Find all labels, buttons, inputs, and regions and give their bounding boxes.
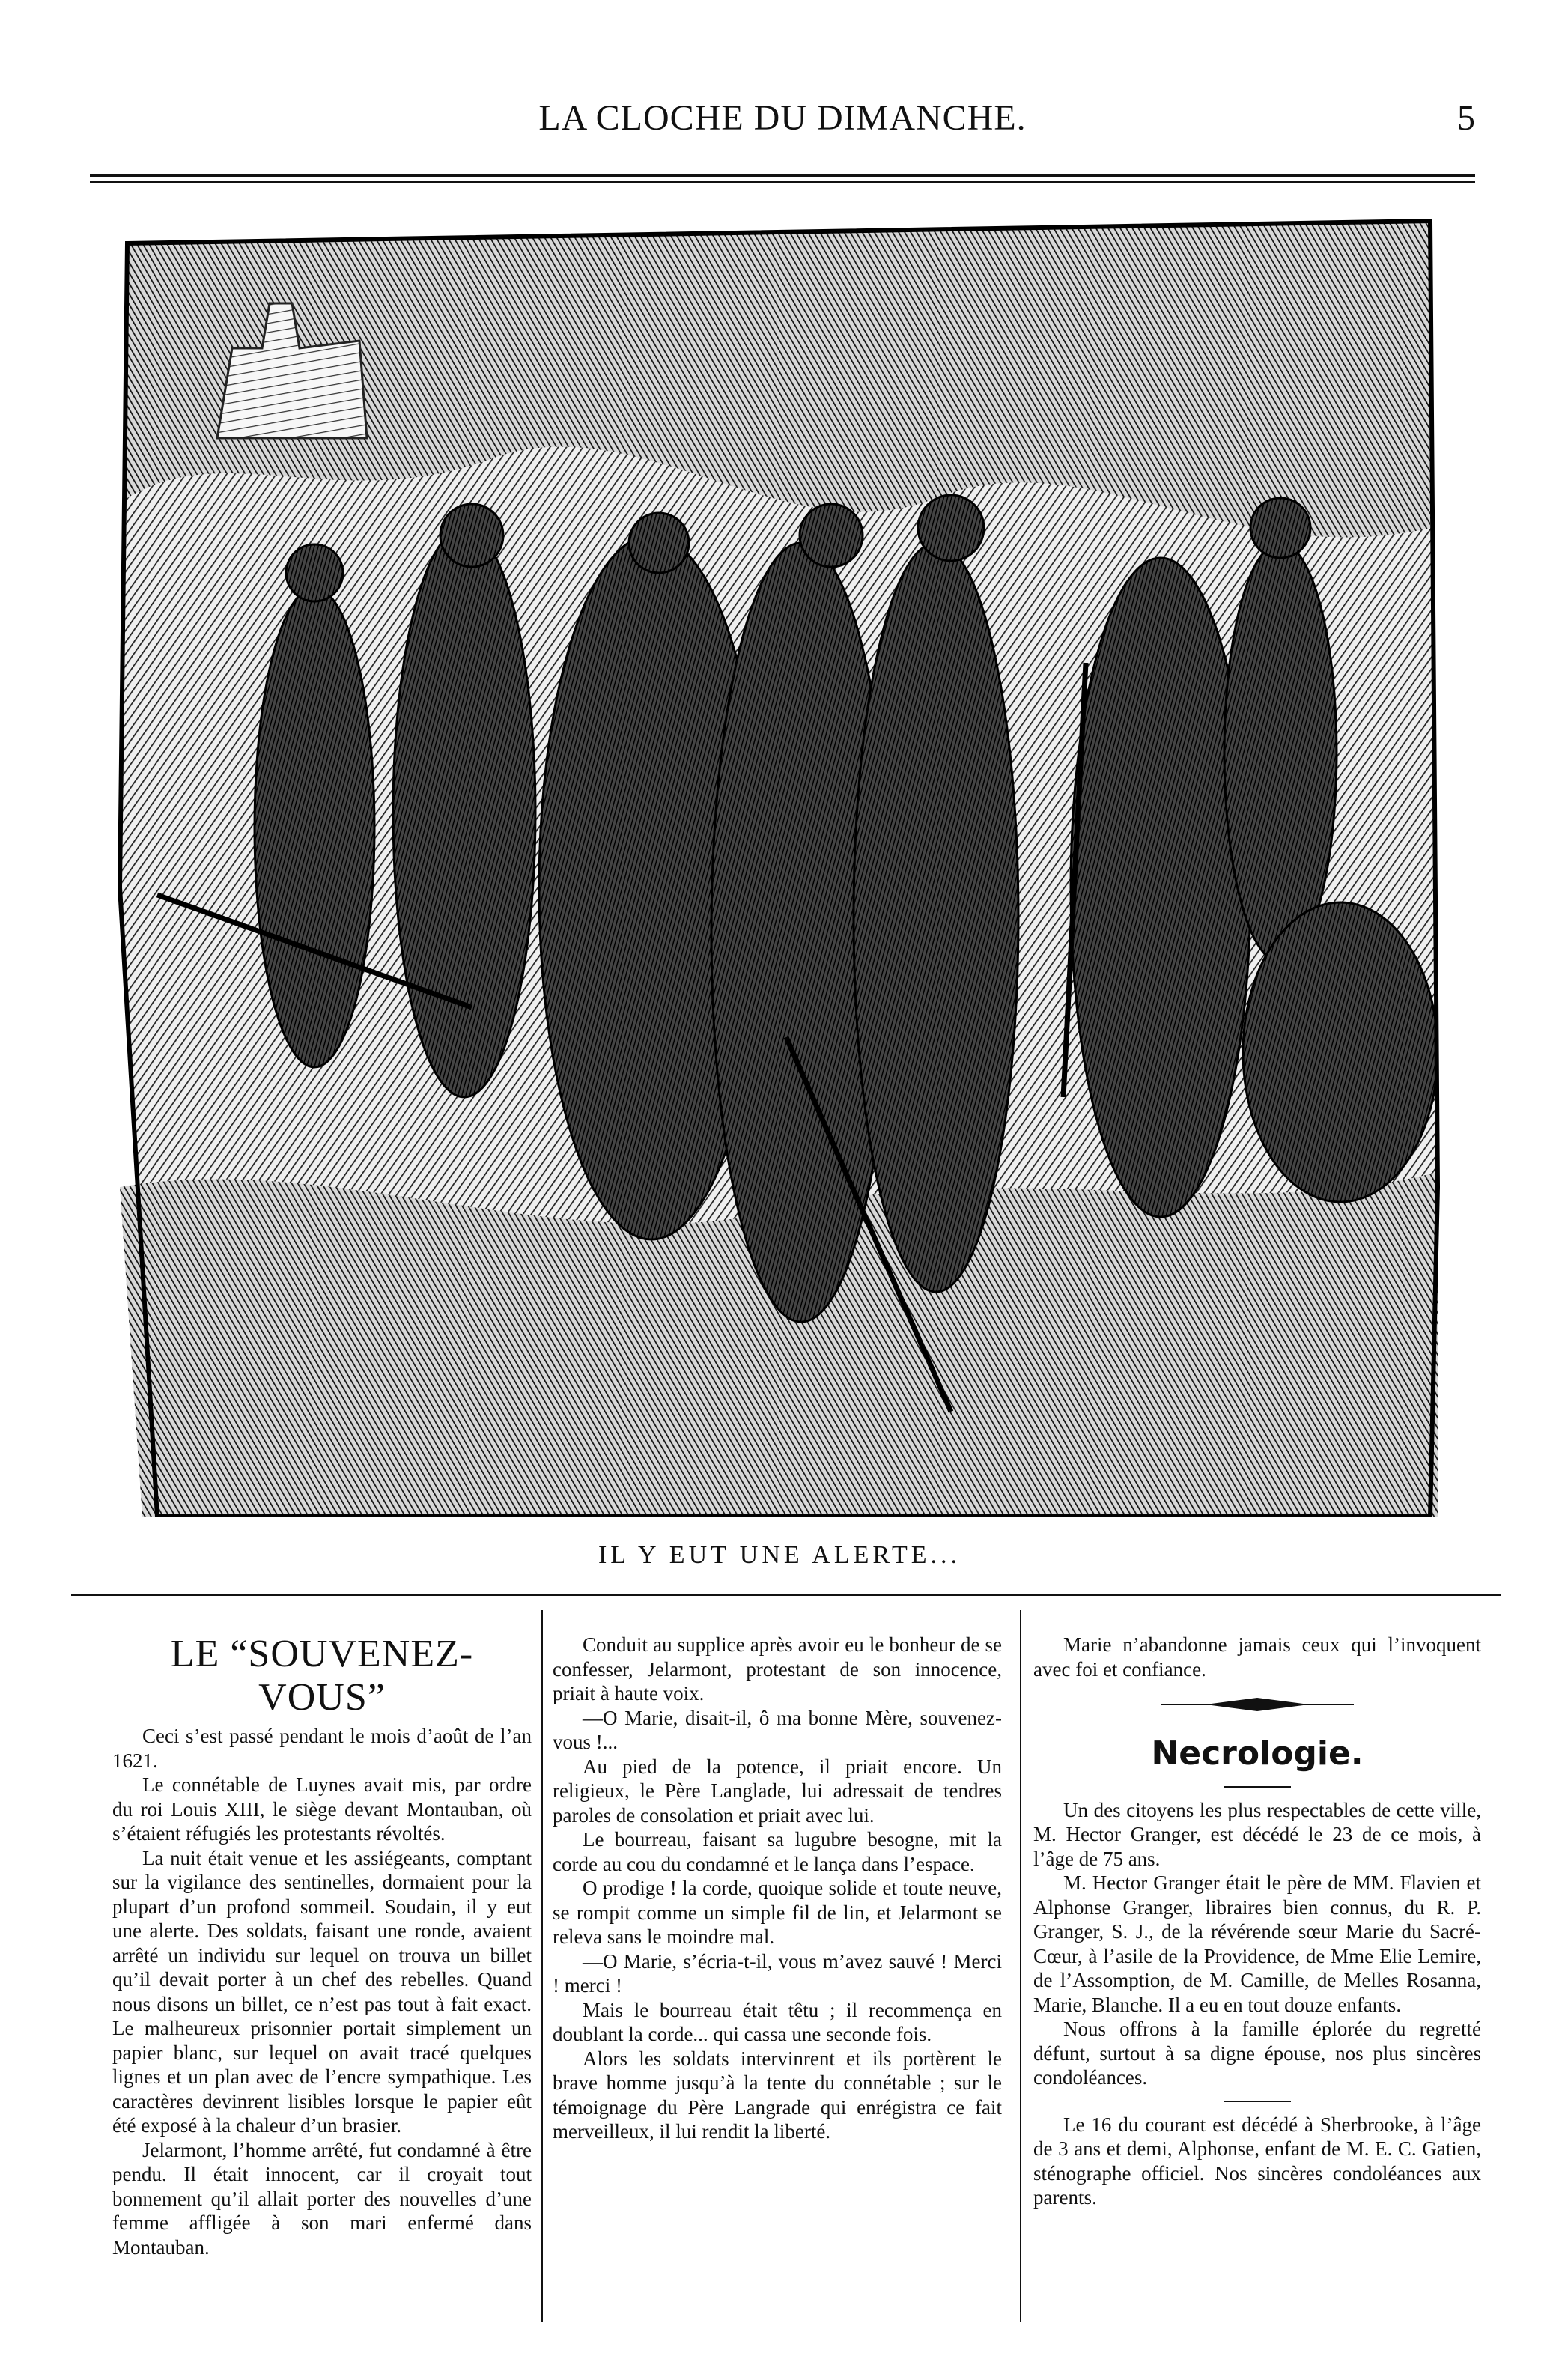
necrologie-title: Necrologie. xyxy=(1151,1734,1364,1773)
article-paragraph-5: Conduit au supplice après avoir eu le bonheur de se confesser, Jelarmont, protestant de son innocence, priait à haute voix. xyxy=(553,1633,1002,1704)
article-paragraph-9: O prodige ! la corde, quoique solide et toute neuve, se rompit comme un simple fil de lin, et Jelarmont se releva sans le moindre mal. xyxy=(553,1877,1002,1948)
article-paragraph-13: Marie n’abandonne jamais ceux qui l’invoquent avec foi et confiance. xyxy=(1033,1633,1481,1681)
article-paragraph-2: Le connétable de Luynes avait mis, par ordre du roi Louis XIII, le siège devant Montauban, où s’étaient réfugiés les protestants révoltés. xyxy=(112,1773,532,1845)
necrologie-title-rule xyxy=(1224,1786,1291,1788)
necrologie-paragraph-2: M. Hector Granger était le père de MM. Flavien et Alphonse Granger, libraires bien connus, du R. P. Granger, S. J., de la révérende sœur Marie du Sacré-Cœur, à l’asile de la Providence, de Mme Elie Lemire, de l’Assomption, de M. Camille, de Melles Rosanna, Marie, Blanche. Il a eu en tout douze enfants. xyxy=(1033,1871,1481,2016)
necrologie-paragraph-3: Nous offrons à la famille éplorée du regretté défunt, surtout à sa digne épouse, nos plus sincères condoléances. xyxy=(1033,2018,1481,2089)
page-header xyxy=(90,97,1475,157)
engraving-svg xyxy=(112,213,1453,1517)
newspaper-title: LA CLOCHE DU DIMANCHE. xyxy=(538,98,1027,138)
article-paragraph-1: Ceci s’est passé pendant le mois d’août de l’an 1621. xyxy=(112,1725,532,1772)
header-rule-thin xyxy=(90,181,1475,183)
necrologie-second-notice: Le 16 du courant est décédé à Sherbrooke, à l’âge de 3 ans et demi, Alphonse, enfant de M. E. C. Gatien, sténographe officiel. Nos sincères condoléances aux parents. xyxy=(1033,2113,1481,2209)
column-divider-2 xyxy=(1020,1610,1021,2322)
column-3 xyxy=(1033,1633,1481,2322)
page-number: 5 xyxy=(1457,98,1475,138)
notice-separator-rule xyxy=(1224,2101,1291,2102)
article-title: LE “SOUVENEZ-VOUS” xyxy=(170,1633,474,1719)
column-1 xyxy=(112,1633,532,2322)
article-paragraph-6: —O Marie, disait-il, ô ma bonne Mère, souvenez-vous !... xyxy=(553,1706,1002,1753)
column-2 xyxy=(553,1633,1002,2322)
article-paragraph-12: Alors les soldats intervinrent et ils portèrent le brave homme jusqu’à la tente du connétable ; sur le témoignage du Père Langrade qui enrégistra ce fait merveilleux, il lui rendit la liberté. xyxy=(553,2047,1002,2143)
illustration-caption: IL Y EUT UNE ALERTE... xyxy=(598,1541,961,1569)
necrologie-paragraph-1: Un des citoyens les plus respectables de cette ville, M. Hector Granger, est décédé le 23 de ce mois, à l’âge de 75 ans. xyxy=(1033,1798,1481,1870)
article-paragraph-8: Le bourreau, faisant sa lugubre besogne, mit la corde au cou du condamné et le lança dans l’espace. xyxy=(553,1828,1002,1875)
ornamental-divider xyxy=(1033,1692,1481,1717)
article-paragraph-4: Jelarmont, l’homme arrêté, fut condamné à être pendu. Il était innocent, car il croyait tout bonnement qu’il allait porter des nouvelles d’une femme affligée à son mari enfermé dans Montauban. xyxy=(112,2138,532,2259)
caption-rule xyxy=(71,1594,1501,1596)
article-paragraph-10: —O Marie, s’écria-t-il, vous m’avez sauvé ! Merci ! merci ! xyxy=(553,1949,1002,1997)
column-divider-1 xyxy=(541,1610,543,2322)
article-paragraph-3: La nuit était venue et les assiégeants, comptant sur la vigilance des sentinelles, dormaient pour la plupart d’un profond sommeil. Soudain, il y eut une alerte. Des soldats, faisant une ronde, avaient arrêté un individu sur lequel on trouva un billet qu’il devait porter à un chef des rebelles. Quand nous disons un billet, ce n’est pas tout à fait exact. Le malheureux prisonnier portait simplement un papier blanc, sur lequel on avait tracé quelques lignes et un plan avec de l’encre sympathique. Les caractères devinrent lisibles lorsque le papier eût été exposé à la chaleur d’un brasier. xyxy=(112,1846,532,2137)
article-paragraph-7: Au pied de la potence, il priait encore. Un religieux, le Père Langlade, lui adressait de tendres paroles de consolation et priait avec lui. xyxy=(553,1755,1002,1827)
article-paragraph-11: Mais le bourreau était têtu ; il recommença en doublant la corde... qui cassa une seconde fois. xyxy=(553,1998,1002,2045)
header-rule-thick xyxy=(90,174,1475,177)
engraving-illustration xyxy=(112,213,1453,1517)
